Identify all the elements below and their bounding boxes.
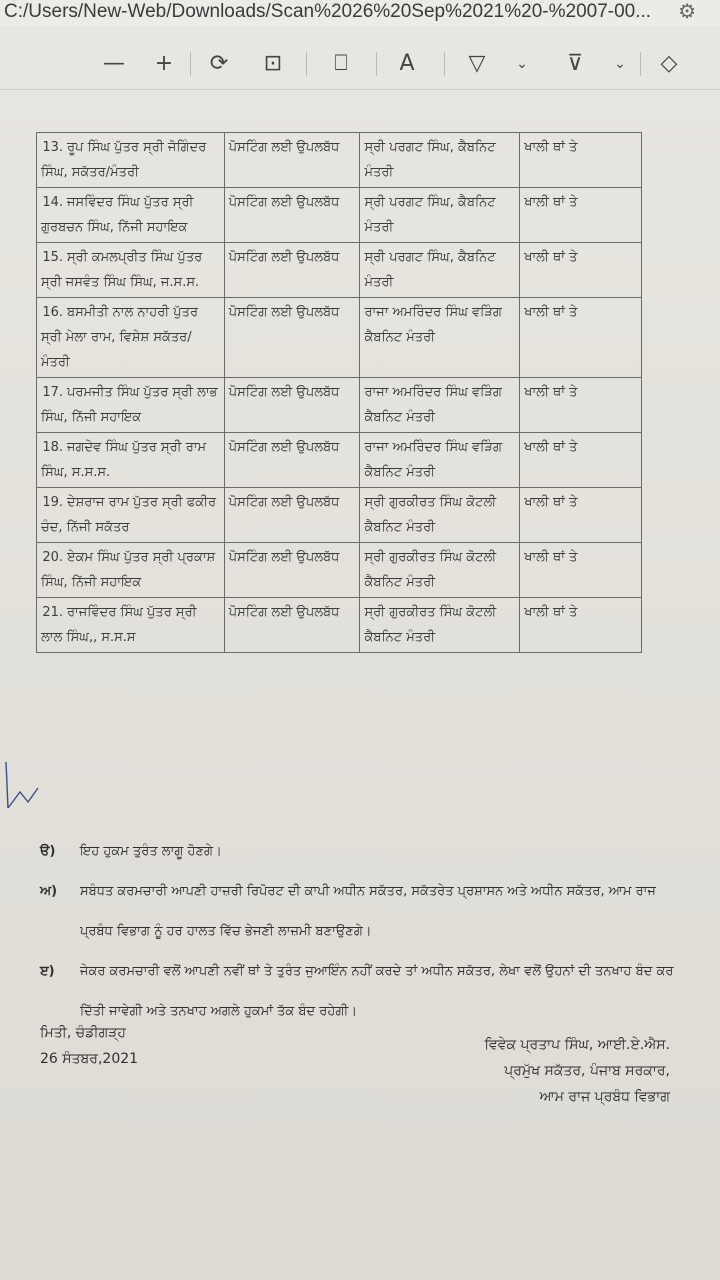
cell-posting: ਪੋਸਟਿੰਗ ਲਈ ਉਪਲਬੱਧ [224,488,360,543]
cell-employee [37,298,225,378]
date-text: 26 ਸੰਤਬਰ,2021 [40,1051,139,1067]
note-text: ਸਬੰਧਤ ਕਰਮਚਾਰੀ ਆਪਣੀ ਹਾਜ਼ਰੀ ਰਿਪੋਰਟ ਦੀ ਕਾਪੀ ਅਧੀਨ ਸਕੱਤਰ, ਸਕੱਤਰੇਤ ਪ੍ਰਸ਼ਾਸਨ ਅਤੇ ਅਧੀਨ ਸਕੱਤਰ, ਆਮ ਰਾਜ ਪ੍ਰਬੰਧ ਵਿਭਾਗ ਨੂੰ ਹਰ ਹਾਲਤ ਵਿੱਚ ਭੇਜਣੀ ਲਾਜ਼ਮੀ ਬਣਾਉਣਗੇ। [80,884,656,939]
cell-posting: ਪੋਸਟਿੰਗ ਲਈ ਉਪਲਬੱਧ [224,598,360,653]
signature-block [440,1032,670,1110]
employee-name: ਏਕਮ ਸਿੰਘ ਪੁੱਤਰ ਸ੍ਰੀ ਪ੍ਰਕਾਸ਼ ਸਿੰਘ, ਨਿੱਜੀ ਸਹਾਇਕ [41,550,216,590]
serial-number: 19. [42,495,63,510]
serial-number: 20. [42,550,63,565]
cell-employee [37,433,225,488]
cell-posted-with: ਸ੍ਰੀ ਪਰਗਟ ਸਿੰਘ, ਕੈਬਨਿਟ ਮੰਤਰੀ [360,133,520,188]
employee-name: ਸ੍ਰੀ ਕਮਲਪ੍ਰੀਤ ਸਿੰਘ ਪੁੱਤਰ ਸ੍ਰੀ ਜਸਵੰਤ ਸਿੰਘ ਸਿੰਘ, ਜ.ਸ.ਸ. [41,250,203,290]
signatory-name: ਵਿਵੇਕ ਪ੍ਰਤਾਪ ਸਿੰਘ, ਆਈ.ਏ.ਐਸ. [484,1037,670,1053]
note-item [36,832,676,872]
cell-posting: ਪੋਸਟਿੰਗ ਲਈ ਉਪਲਬੱਧ [224,433,360,488]
table-row [37,133,642,188]
cell-posted-with: ਸ੍ਰੀ ਪਰਗਟ ਸਿੰਘ, ਕੈਬਨਿਟ ਮੰਤਰੀ [360,243,520,298]
order-notes [36,832,676,1032]
read-aloud-icon[interactable]: A [399,51,415,76]
cell-vacancy: ਖਾਲੀ ਥਾਂ ਤੇ [520,488,642,543]
window-titlebar [0,0,720,26]
cell-employee [37,188,225,243]
eraser-icon[interactable]: ◇ [660,51,678,76]
zoom-out-button[interactable]: — [103,51,125,76]
cell-vacancy: ਖਾਲੀ ਥਾਂ ਤੇ [520,543,642,598]
note-item [36,872,676,952]
window-title: C:/Users/New-Web/Downloads/Scan%2026%20Sep%2021%20-%2007-00... [4,1,652,22]
note-label: ੲ) [40,964,55,979]
cell-posted-with: ਰਾਜਾ ਅਮਰਿੰਦਰ ਸਿੰਘ ਵੜਿੰਗ ਕੈਬਨਿਟ ਮੰਤਰੀ [360,433,520,488]
page-view-icon[interactable]: ⎕ [334,51,348,76]
cell-posting: ਪੋਸਟਿੰਗ ਲਈ ਉਪਲਬੱਧ [224,298,360,378]
note-text: ਇਹ ਹੁਕਮ ਤੁਰੰਤ ਲਾਗੂ ਹੋਣਗੇ। [80,844,222,859]
cell-vacancy: ਖਾਲੀ ਥਾਂ ਤੇ [520,298,642,378]
cell-posted-with: ਰਾਜਾ ਅਮਰਿੰਦਰ ਸਿੰਘ ਵੜਿੰਗ ਕੈਬਨਿਟ ਮੰਤਰੀ [360,298,520,378]
chevron-down-icon[interactable]: ⌄ [516,56,528,72]
document-page [0,92,720,1280]
toolbar-divider [306,52,307,76]
cell-posted-with: ਸ੍ਰੀ ਪਰਗਟ ਸਿੰਘ, ਕੈਬਨਿਟ ਮੰਤਰੀ [360,188,520,243]
cell-posted-with: ਸ੍ਰੀ ਗੁਰਕੀਰਤ ਸਿੰਘ ਕੋਟਲੀ ਕੈਬਨਿਟ ਮੰਤਰੀ [360,598,520,653]
cell-employee [37,378,225,433]
cell-vacancy: ਖਾਲੀ ਥਾਂ ਤੇ [520,188,642,243]
cell-employee [37,488,225,543]
employee-name: ਬਸਮੀਤੀ ਨਾਲ ਨਾਹਰੀ ਪੁੱਤਰ ਸ੍ਰੀ ਮੇਲਾ ਰਾਮ, ਵਿਸ਼ੇਸ਼ ਸਕੱਤਰ/ਮੰਤਰੀ [41,305,199,370]
employee-name: ਦੇਸ਼ਰਾਜ ਰਾਮ ਪੁੱਤਰ ਸ੍ਰੀ ਫਕੀਰ ਚੰਦ, ਨਿੱਜੀ ਸਕੱਤਰ [41,495,217,535]
employee-name: ਰੂਪ ਸਿੰਘ ਪੁੱਤਰ ਸ੍ਰੀ ਜੋਗਿੰਦਰ ਸਿੰਘ, ਸਕੱਤਰ/ਮੰਤਰੀ [41,140,207,180]
table-row [37,378,642,433]
cell-vacancy: ਖਾਲੀ ਥਾਂ ਤੇ [520,598,642,653]
cell-posting: ਪੋਸਟਿੰਗ ਲਈ ਉਪਲਬੱਧ [224,543,360,598]
serial-number: 16. [42,305,63,320]
table-row [37,243,642,298]
serial-number: 14. [42,195,63,210]
cell-employee [37,133,225,188]
cell-vacancy: ਖਾਲੀ ਥਾਂ ਤੇ [520,433,642,488]
cell-vacancy: ਖਾਲੀ ਥਾਂ ਤੇ [520,243,642,298]
rotate-icon[interactable]: ⟳ [209,51,229,76]
employee-name: ਪਰਮਜੀਤ ਸਿੰਘ ਪੁੱਤਰ ਸ੍ਰੀ ਲਾਭ ਸਿੰਘ, ਨਿੱਜੀ ਸਹਾਇਕ [41,385,218,425]
chevron-down-icon[interactable]: ⌄ [614,56,626,72]
table-row [37,433,642,488]
zoom-in-button[interactable]: + [154,51,174,76]
cell-posted-with: ਸ੍ਰੀ ਗੁਰਕੀਰਤ ਸਿੰਘ ਕੋਟਲੀ ਕੈਬਨਿਟ ਮੰਤਰੀ [360,543,520,598]
table-row [37,488,642,543]
serial-number: 18. [42,440,63,455]
employee-name: ਰਾਜਵਿੰਦਰ ਸਿੰਘ ਪੁੱਤਰ ਸ੍ਰੀ ਲਾਲ ਸਿੰਘ,, ਸ.ਸ.ਸ [41,605,197,645]
table-row [37,543,642,598]
serial-number: 13. [42,140,63,155]
posting-table [36,132,642,653]
place-text: ਮਿਤੀ, ਚੰਡੀਗੜ੍ਹ [40,1025,127,1041]
pen-mark [0,758,44,818]
toolbar-divider [444,52,445,76]
cell-employee [37,543,225,598]
signatory-title: ਪ੍ਰਮੁੱਖ ਸਕੱਤਰ, ਪੰਜਾਬ ਸਰਕਾਰ, [504,1063,670,1079]
place-date-block [40,1020,138,1072]
cell-employee [37,598,225,653]
toolbar-divider [640,52,641,76]
employee-name: ਜਸਵਿੰਦਰ ਸਿੰਘ ਪੁੱਤਰ ਸ੍ਰੀ ਗੁਰਬਚਨ ਸਿੰਘ, ਨਿੱਜੀ ਸਹਾਇਕ [41,195,194,235]
cell-posted-with: ਰਾਜਾ ਅਮਰਿੰਦਰ ਸਿੰਘ ਵੜਿੰਗ ਕੈਬਨਿਟ ਮੰਤਰੀ [360,378,520,433]
cell-posted-with: ਸ੍ਰੀ ਗੁਰਕੀਰਤ ਸਿੰਘ ਕੋਟਲੀ ਕੈਬਨਿਟ ਮੰਤਰੀ [360,488,520,543]
cell-vacancy: ਖਾਲੀ ਥਾਂ ਤੇ [520,133,642,188]
serial-number: 17. [42,385,63,400]
toolbar-divider [376,52,377,76]
cell-posting: ਪੋਸਟਿੰਗ ਲਈ ਉਪਲਬੱਧ [224,188,360,243]
employee-name: ਜਗਦੇਵ ਸਿੰਘ ਪੁੱਤਰ ਸ੍ਰੀ ਰਾਮ ਸਿੰਘ, ਸ.ਸ.ਸ. [41,440,207,480]
serial-number: 15. [42,250,63,265]
table-row [37,188,642,243]
cell-posting: ਪੋਸਟਿੰਗ ਲਈ ਉਪਲਬੱਧ [224,243,360,298]
cell-employee [37,243,225,298]
highlight-icon[interactable]: ▽ [468,51,486,76]
toolbar-divider [190,52,191,76]
cell-vacancy: ਖਾਲੀ ਥਾਂ ਤੇ [520,378,642,433]
serial-number: 21. [42,605,63,620]
draw-icon[interactable]: ⊽ [566,51,584,76]
cell-posting: ਪੋਸਟਿੰਗ ਲਈ ਉਪਲਬੱਧ [224,133,360,188]
note-label: ਅ) [40,884,58,899]
note-text: ਜੇਕਰ ਕਰਮਚਾਰੀ ਵਲੋਂ ਆਪਣੀ ਨਵੀਂ ਥਾਂ ਤੇ ਤੁਰੰਤ ਜੁਆਇੰਨ ਨਹੀਂ ਕਰਦੇ ਤਾਂ ਅਧੀਨ ਸਕੱਤਰ, ਲੇਖਾ ਵਲੋਂ ਉਹਨਾਂ ਦੀ ਤਨਖਾਹ ਬੰਦ ਕਰ ਦਿੱਤੀ ਜਾਵੇਗੀ ਅਤੇ ਤਨਖਾਹ ਅਗਲੇ ਹੁਕਮਾਂ ਤੱਕ ਬੰਦ ਰਹੇਗੀ। [80,964,674,1019]
signatory-dept: ਆਮ ਰਾਜ ਪ੍ਰਬੰਧ ਵਿਭਾਗ [539,1089,670,1105]
table-row [37,598,642,653]
note-label: ੳ) [40,844,56,859]
settings-icon[interactable]: ⚙ [678,1,696,23]
pdf-toolbar [0,38,720,90]
table-row [37,298,642,378]
cell-posting: ਪੋਸਟਿੰਗ ਲਈ ਉਪਲਬੱਧ [224,378,360,433]
fit-page-icon[interactable]: ⊡ [263,51,283,76]
